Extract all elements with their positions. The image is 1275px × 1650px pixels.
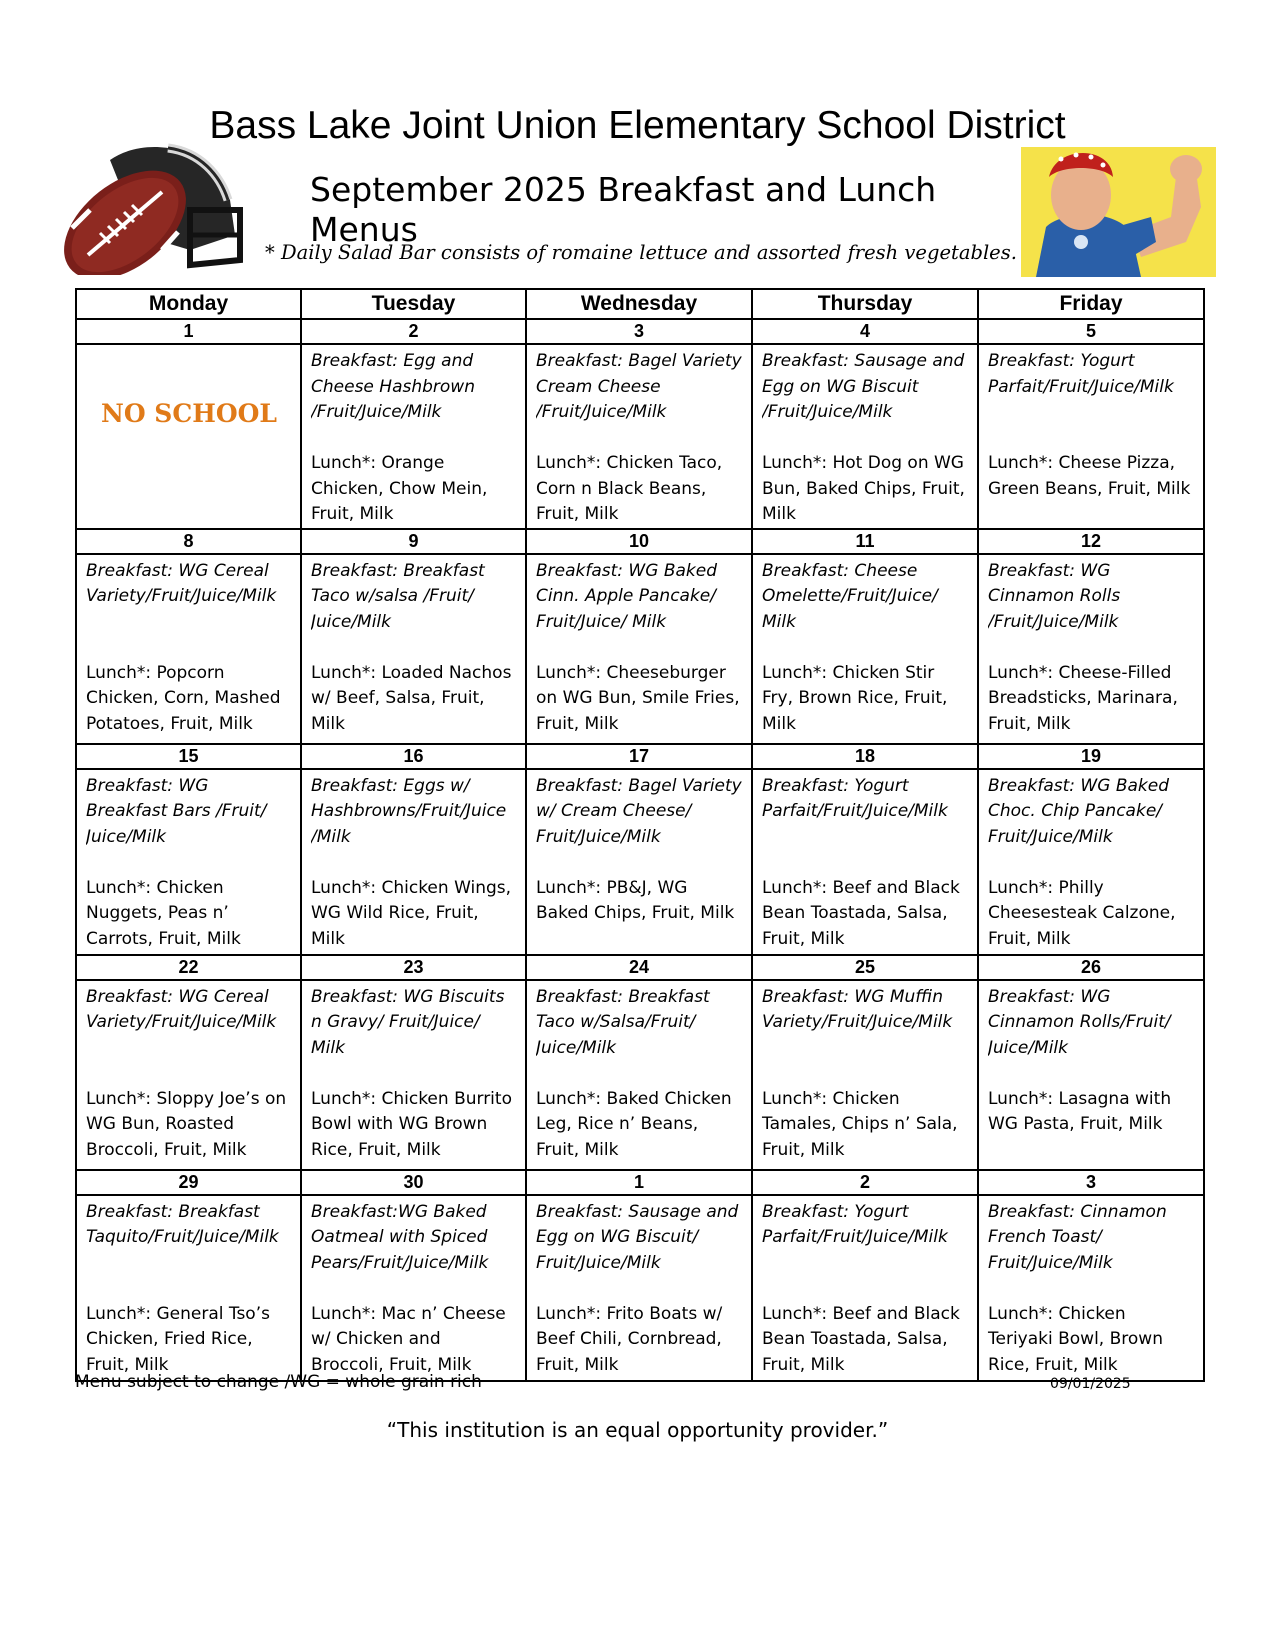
menu-calendar <box>75 288 1203 1375</box>
date-number: 23 <box>301 955 526 980</box>
menu-title: September 2025 Breakfast and Lunch Menus <box>310 170 937 249</box>
date-row <box>76 955 1204 980</box>
lunch-text: Lunch*: General Tso’s Chicken, Fried Rice, Fruit, Milk <box>86 1303 270 1375</box>
menu-cell <box>978 344 1204 529</box>
menu-cell <box>526 344 752 529</box>
print-date: 09/01/2025 <box>1050 1376 1131 1392</box>
breakfast-text: Breakfast: Bagel Variety w/ Cream Cheese/ Fruit/Juice/Milk <box>536 775 742 847</box>
date-number: 19 <box>978 744 1204 769</box>
lunch-text: Lunch*: PB&J, WG Baked Chips, Fruit, Milk <box>536 877 735 923</box>
lunch-text: Lunch*: Orange Chicken, Chow Mein, Fruit, Milk <box>311 453 488 524</box>
menu-cell <box>978 980 1204 1170</box>
date-number: 4 <box>752 319 978 344</box>
menu-cell <box>526 1195 752 1381</box>
breakfast-text: Breakfast: Egg and Cheese Hashbrown /Fruit/Juice/Milk <box>311 351 475 422</box>
day-header-tuesday: Tuesday <box>301 289 526 319</box>
date-number: 16 <box>301 744 526 769</box>
salad-bar-note: * Daily Salad Bar consists of romaine lettuce and assorted fresh vegetables. <box>265 241 1017 264</box>
menu-cell <box>76 980 301 1170</box>
date-number: 1 <box>526 1170 752 1195</box>
lunch-text: Lunch*: Loaded Nachos w/ Beef, Salsa, Fruit, Milk <box>311 662 512 734</box>
no-school-label: NO SCHOOL <box>100 399 278 428</box>
breakfast-text: Breakfast: Cheese Omelette/Fruit/Juice/ Milk <box>762 560 938 632</box>
menu-cell <box>301 980 526 1170</box>
day-header-thursday: Thursday <box>752 289 978 319</box>
lunch-text: Lunch*: Philly Cheesesteak Calzone, Fruit, Milk <box>988 877 1176 949</box>
breakfast-text: Breakfast: WG Cinnamon Rolls/Fruit/ Juice/Milk <box>988 986 1171 1058</box>
date-number: 24 <box>526 955 752 980</box>
menu-cell <box>752 554 978 744</box>
menu-cell <box>752 1195 978 1381</box>
lunch-text: Lunch*: Chicken Tamales, Chips n’ Sala, Fruit, Milk <box>762 1088 958 1160</box>
date-number: 11 <box>752 529 978 554</box>
lunch-text: Lunch*: Cheese Pizza, Green Beans, Fruit, Milk <box>988 453 1191 499</box>
breakfast-text: Breakfast: WG Cereal Variety/Fruit/Juice/Milk <box>86 986 277 1032</box>
lunch-text: Lunch*: Frito Boats w/ Beef Chili, Cornbread, Fruit, Milk <box>536 1303 723 1375</box>
breakfast-text: Breakfast: Yogurt Parfait/Fruit/Juice/Milk <box>762 1201 948 1247</box>
menu-cell <box>978 554 1204 744</box>
weekday-header-row <box>76 289 1204 319</box>
date-number: 8 <box>76 529 301 554</box>
breakfast-text: Breakfast: Breakfast Taquito/Fruit/Juice/Milk <box>86 1201 279 1247</box>
lunch-text: Lunch*: Hot Dog on WG Bun, Baked Chips, Fruit, Milk <box>762 453 965 524</box>
date-number: 3 <box>978 1170 1204 1195</box>
menu-cell <box>76 769 301 955</box>
menu-cell <box>76 1195 301 1381</box>
breakfast-text: Breakfast: WG Cereal Variety/Fruit/Juice/Milk <box>86 560 277 606</box>
breakfast-text: Breakfast: WG Baked Cinn. Apple Pancake/ Fruit/Juice/ Milk <box>536 560 717 632</box>
equal-opportunity-statement: “This institution is an equal opportunity provider.” <box>386 1418 889 1442</box>
lunch-text: Lunch*: Lasagna with WG Pasta, Fruit, Milk <box>988 1088 1172 1134</box>
date-number: 12 <box>978 529 1204 554</box>
menu-cell <box>526 554 752 744</box>
menu-cell <box>76 554 301 744</box>
menu-cell <box>978 1195 1204 1381</box>
date-number: 30 <box>301 1170 526 1195</box>
lunch-text: Lunch*: Chicken Wings, WG Wild Rice, Fruit, Milk <box>311 877 512 949</box>
lunch-text: Lunch*: Sloppy Joe’s on WG Bun, Roasted Broccoli, Fruit, Milk <box>86 1088 287 1160</box>
date-number: 2 <box>752 1170 978 1195</box>
breakfast-text: Breakfast: Bagel Variety Cream Cheese /Fruit/Juice/Milk <box>536 351 742 422</box>
date-number: 2 <box>301 319 526 344</box>
lunch-text: Lunch*: Baked Chicken Leg, Rice n’ Beans, Fruit, Milk <box>536 1088 732 1160</box>
lunch-text: Lunch*: Mac n’ Cheese w/ Chicken and Broccoli, Fruit, Milk <box>311 1303 506 1375</box>
lunch-text: Lunch*: Cheeseburger on WG Bun, Smile Fries, Fruit, Milk <box>536 662 740 734</box>
breakfast-text: Breakfast: Eggs w/ Hashbrowns/Fruit/Juice /Milk <box>311 775 507 847</box>
breakfast-text: Breakfast:WG Baked Oatmeal with Spiced Pears/Fruit/Juice/Milk <box>311 1201 489 1273</box>
date-number: 29 <box>76 1170 301 1195</box>
menu-cell <box>301 769 526 955</box>
day-header-monday: Monday <box>76 289 301 319</box>
day-header-friday: Friday <box>978 289 1204 319</box>
lunch-text: Lunch*: Cheese-Filled Breadsticks, Marinara, Fruit, Milk <box>988 662 1178 734</box>
breakfast-text: Breakfast: WG Baked Choc. Chip Pancake/ Fruit/Juice/Milk <box>988 775 1169 847</box>
menu-cell <box>76 344 301 529</box>
lunch-text: Lunch*: Chicken Stir Fry, Brown Rice, Fruit, Milk <box>762 662 948 734</box>
menu-cell <box>752 980 978 1170</box>
menu-cell <box>752 344 978 529</box>
menu-row <box>76 344 1204 529</box>
breakfast-text: Breakfast: Sausage and Egg on WG Biscuit/ Fruit/Juice/Milk <box>536 1201 739 1273</box>
menu-cell <box>301 344 526 529</box>
breakfast-text: Breakfast: WG Biscuits n Gravy/ Fruit/Juice/ Milk <box>311 986 505 1058</box>
menu-row <box>76 1195 1204 1381</box>
lunch-text: Lunch*: Popcorn Chicken, Corn, Mashed Potatoes, Fruit, Milk <box>86 662 281 734</box>
menu-row <box>76 769 1204 955</box>
date-number: 3 <box>526 319 752 344</box>
date-number: 5 <box>978 319 1204 344</box>
breakfast-text: Breakfast: Yogurt Parfait/Fruit/Juice/Milk <box>988 351 1174 397</box>
lunch-text: Lunch*: Chicken Nuggets, Peas n’ Carrots, Fruit, Milk <box>86 877 241 949</box>
breakfast-text: Breakfast: Breakfast Taco w/salsa /Fruit/ Juice/Milk <box>311 560 485 632</box>
lunch-text: Lunch*: Chicken Teriyaki Bowl, Brown Rice, Fruit, Milk <box>988 1303 1163 1375</box>
lunch-text: Lunch*: Chicken Taco, Corn n Black Beans, Fruit, Milk <box>536 453 723 524</box>
date-row <box>76 1170 1204 1195</box>
date-number: 1 <box>76 319 301 344</box>
menu-cell <box>752 769 978 955</box>
lunch-text: Lunch*: Beef and Black Bean Toastada, Salsa, Fruit, Milk <box>762 1303 960 1375</box>
football-helmet-icon <box>50 140 260 275</box>
district-title: Bass Lake Joint Union Elementary School District <box>209 104 1066 147</box>
breakfast-text: Breakfast: Cinnamon French Toast/ Fruit/Juice/Milk <box>988 1201 1167 1273</box>
breakfast-text: Breakfast: WG Breakfast Bars /Fruit/ Juice/Milk <box>86 775 267 847</box>
date-row <box>76 319 1204 344</box>
breakfast-text: Breakfast: Yogurt Parfait/Fruit/Juice/Milk <box>762 775 948 821</box>
menu-row <box>76 980 1204 1170</box>
date-number: 10 <box>526 529 752 554</box>
date-number: 9 <box>301 529 526 554</box>
menu-row <box>76 554 1204 744</box>
menu-cell <box>301 554 526 744</box>
date-row <box>76 744 1204 769</box>
menu-cell <box>526 980 752 1170</box>
we-can-do-it-poster-icon <box>1021 147 1216 277</box>
breakfast-text: Breakfast: Sausage and Egg on WG Biscuit /Fruit/Juice/Milk <box>762 351 965 422</box>
date-row <box>76 529 1204 554</box>
breakfast-text: Breakfast: Breakfast Taco w/Salsa/Fruit/ Juice/Milk <box>536 986 710 1058</box>
day-header-wednesday: Wednesday <box>526 289 752 319</box>
date-number: 18 <box>752 744 978 769</box>
menu-cell <box>301 1195 526 1381</box>
date-number: 22 <box>76 955 301 980</box>
lunch-text: Lunch*: Beef and Black Bean Toastada, Salsa, Fruit, Milk <box>762 877 960 949</box>
date-number: 25 <box>752 955 978 980</box>
menu-cell <box>526 769 752 955</box>
calendar-table <box>75 288 1205 1382</box>
date-number: 15 <box>76 744 301 769</box>
date-number: 26 <box>978 955 1204 980</box>
lunch-text: Lunch*: Chicken Burrito Bowl with WG Brown Rice, Fruit, Milk <box>311 1088 512 1160</box>
date-number: 17 <box>526 744 752 769</box>
breakfast-text: Breakfast: WG Muffin Variety/Fruit/Juice/Milk <box>762 986 953 1032</box>
menu-footnote: Menu subject to change /WG = whole grain rich <box>75 1372 482 1392</box>
menu-cell <box>978 769 1204 955</box>
breakfast-text: Breakfast: WG Cinnamon Rolls /Fruit/Juice/Milk <box>988 560 1121 632</box>
